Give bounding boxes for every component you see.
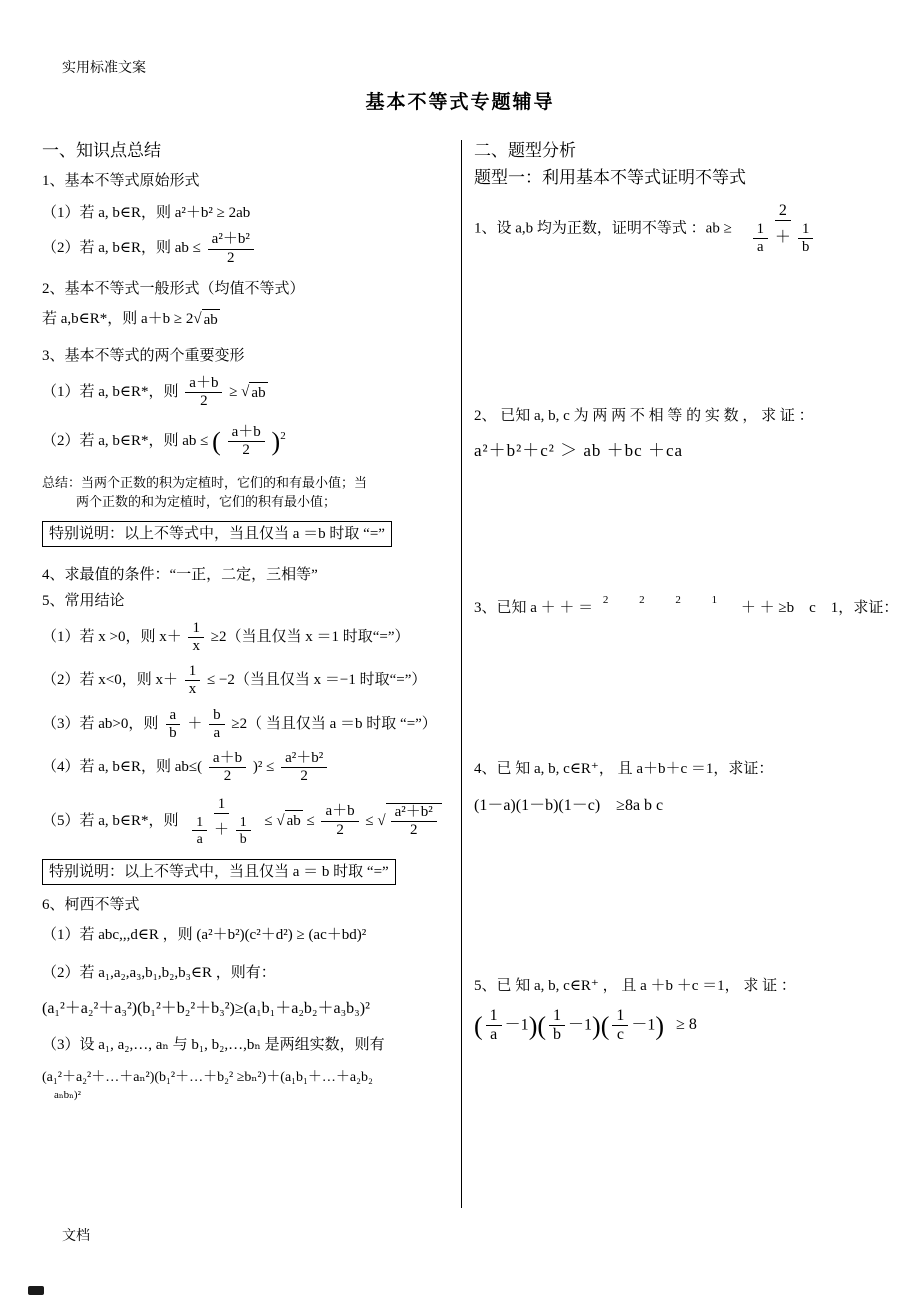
formula-pre: （1）若 a, b∈R*，则 xyxy=(42,383,179,400)
summary-line-1: 总结：当两个正数的积为定植时，它们的和有最小值；当 xyxy=(42,474,368,490)
formula-post: ≥2（ 当且仅当 a ＝b 时取 “=”） xyxy=(231,715,437,732)
fraction xyxy=(321,803,358,839)
frac-num: 1 xyxy=(214,796,230,814)
relation: ≥ 8 xyxy=(676,1016,697,1034)
right-column xyxy=(474,140,910,1044)
relation: ≥ √ xyxy=(229,383,250,400)
kp5-title: 5、常用结论 xyxy=(42,593,125,610)
kp6-item1: （1）若 abc,,,d∈R ，则 (a²＋b²)(c²＋d²) ≥ (ac＋bd)² xyxy=(42,927,367,943)
kp3-item1 xyxy=(42,375,454,411)
frac-num: a＋b xyxy=(228,424,265,442)
kp5-item1 xyxy=(42,620,454,656)
frac-den: 2 xyxy=(223,768,232,785)
fraction xyxy=(798,221,813,256)
frac-den: 2 xyxy=(242,442,250,459)
frac-den xyxy=(185,814,257,847)
left-paren: ( xyxy=(600,1010,610,1040)
fraction xyxy=(753,221,768,256)
footer-note: 文档 xyxy=(62,1229,90,1244)
problem-1 xyxy=(474,202,910,256)
topic-subheading: 题型一：利用基本不等式证明不等式 xyxy=(474,167,746,187)
frac-num: 1 xyxy=(236,814,251,831)
minus-one: －1 xyxy=(631,1016,656,1034)
frac-den: b xyxy=(169,724,177,741)
frac-den: c xyxy=(616,1026,624,1044)
kp6-item2-formula: (a₁²＋a₂²＋a₃²)(b₁²＋b₂²＋b₃²)≥(a₁b₁＋a₂b₂＋a₃b₃)² xyxy=(42,999,370,1017)
plus-sign: ＋ xyxy=(213,821,229,838)
fraction xyxy=(486,1007,502,1045)
frac-den: a xyxy=(490,1026,498,1044)
frac-den: a xyxy=(213,724,221,741)
kp5-item2 xyxy=(42,663,454,699)
big-fraction xyxy=(185,796,257,847)
problem-2: 2、 已知 a, b, c 为 两 两 不 相 等 的 实 数 ， 求 证 ： xyxy=(474,408,814,425)
frac-den: x xyxy=(192,637,200,654)
fraction xyxy=(188,620,204,656)
kp6-item3-formula-cont: aₙbₙ)² xyxy=(54,1089,81,1102)
plus-sign: ＋ xyxy=(774,229,791,247)
left-paren: ( xyxy=(537,1010,547,1040)
problem-5: 5、已 知 a, b, c∈R⁺ ， 且 a ＋b ＋c ＝1， 求 证 ： xyxy=(474,978,796,995)
special-note-box-1: 特别说明：以上不等式中，当且仅当 a ＝b 时取 “=” xyxy=(42,521,392,547)
frac-den: b xyxy=(239,830,247,846)
kp6-item3-formula: (a₁²＋a₂²＋…＋aₙ²)(b₁²＋…＋b₂² ≥bₙ²)＋(a₁b₁＋…＋a₂b₂ xyxy=(42,1070,373,1086)
frac-num: 1 xyxy=(798,221,813,239)
formula-pre: （3）若 ab>0，则 xyxy=(42,715,159,732)
formula-pre: （5）若 a, b∈R*，则 xyxy=(42,812,179,829)
left-heading: 一、知识点总结 xyxy=(42,141,161,160)
problem-4-formula: (1－a)(1－b)(1－c) ≥8a b c xyxy=(474,796,664,814)
problem-3 xyxy=(474,593,910,618)
formula-pre: 若 a,b∈R*，则 a＋b ≥ 2√ xyxy=(42,311,202,328)
fraction xyxy=(281,750,327,786)
frac-den: 2 xyxy=(409,822,418,839)
fraction xyxy=(236,814,251,847)
left-paren: ( xyxy=(212,427,221,457)
fraction xyxy=(185,663,201,699)
fraction xyxy=(192,814,207,847)
fraction xyxy=(209,707,225,743)
kp3-item2 xyxy=(42,424,454,460)
kp2-title: 2、基本不等式一般形式（均值不等式） xyxy=(42,280,305,297)
frac-den xyxy=(746,221,821,256)
fraction xyxy=(391,804,437,840)
column-divider xyxy=(461,140,462,1208)
frac-den: a xyxy=(196,830,203,846)
minus-one: －1 xyxy=(504,1016,529,1034)
frac-num: a＋b xyxy=(185,375,222,393)
right-paren: ) xyxy=(592,1010,601,1040)
frac-num: 1 xyxy=(188,620,204,638)
relation: )² ≤ xyxy=(252,759,275,776)
frac-num: 1 xyxy=(185,663,201,681)
frac-num: a²＋b² xyxy=(281,750,327,768)
summary-line-2: 两个正数的和为定植时，它们的积有最小值； xyxy=(76,494,337,510)
relation: ≤ √ xyxy=(264,812,285,829)
header-note: 实用标准文案 xyxy=(62,61,146,76)
relation: ≤ xyxy=(306,812,315,829)
right-paren: ) xyxy=(271,427,281,457)
frac-den: 2 xyxy=(300,768,308,785)
frac-den: b xyxy=(801,239,810,256)
kp4-title: 4、求最值的条件：“一正，二定，三相等” xyxy=(42,567,318,584)
formula-pre: （2）若 a, b∈R*，则 ab ≤ xyxy=(42,433,209,450)
left-column xyxy=(42,140,454,1103)
frac-num: a²＋b² xyxy=(208,231,254,249)
frac-num: b xyxy=(209,707,225,725)
formula-pre: （4）若 a, b∈R，则 ab≤( xyxy=(42,759,203,776)
frac-num: 1 xyxy=(753,221,768,239)
big-fraction xyxy=(746,202,821,256)
fraction xyxy=(612,1007,628,1045)
frac-num: 1 xyxy=(192,814,207,831)
frac-den: 2 xyxy=(200,392,208,409)
fraction xyxy=(209,750,246,786)
frac-num: 1 xyxy=(612,1007,628,1026)
radicand xyxy=(386,803,442,840)
frac-num: 1 xyxy=(486,1007,502,1026)
formula-post: ≤ −2（当且仅当 x ＝−1 时取“=”） xyxy=(206,672,427,689)
superscript: 2 xyxy=(280,430,286,443)
kp5-item5 xyxy=(42,796,454,847)
frac-num: a＋b xyxy=(209,750,246,768)
problem-text: 3、已知 a ＋ ＋ ＝ xyxy=(474,600,594,617)
frac-num: a²＋b² xyxy=(391,804,437,822)
fraction xyxy=(208,231,254,267)
superscript-row: 2 2 2 1 xyxy=(602,594,732,607)
fraction xyxy=(228,424,265,460)
kp1-item1: （1）若 a, b∈R，则 a²＋b² ≥ 2ab xyxy=(42,205,251,222)
frac-num: a＋b xyxy=(321,803,358,821)
kp6-item3: （3）设 a₁, a₂,…, aₙ 与 b₁, b₂,…,bₙ 是两组实数，则有 xyxy=(42,1037,385,1054)
radicand: ab xyxy=(285,810,303,831)
radicand: ab xyxy=(249,382,267,403)
special-note-box-2: 特别说明：以上不等式中，当且仅当 a ＝ b 时取 “=” xyxy=(42,859,396,885)
kp2-item xyxy=(42,309,454,330)
frac-num: 2 xyxy=(775,202,791,221)
kp1-title: 1、基本不等式原始形式 xyxy=(42,172,200,189)
radicand: ab xyxy=(202,309,220,330)
fraction xyxy=(165,707,181,743)
left-paren: ( xyxy=(474,1010,483,1040)
kp6-item2: （2）若 a₁,a₂,a₃,b₁,b₂,b₃∈R ，则有： xyxy=(42,965,276,982)
frac-den: 2 xyxy=(227,249,235,266)
frac-den: x xyxy=(188,681,197,698)
problem-text: ＋ ＋ ≥b c 1，求证： xyxy=(740,600,899,617)
kp3-title: 3、基本不等式的两个重要变形 xyxy=(42,348,245,365)
frac-den: 2 xyxy=(336,821,344,838)
scan-corner-mark xyxy=(28,1286,44,1295)
problem-5-formula xyxy=(474,1007,910,1045)
formula-pre: （2）若 a, b∈R，则 ab ≤ xyxy=(42,240,201,257)
kp1-item2 xyxy=(42,231,454,267)
fraction xyxy=(549,1007,565,1045)
formula-pre: （2）若 x<0，则 x＋ xyxy=(42,672,178,689)
frac-den: b xyxy=(553,1026,562,1044)
minus-one: －1 xyxy=(568,1016,593,1034)
kp5-item4 xyxy=(42,750,454,786)
problem-text: 1、设 a,b 均为正数，证明不等式 ：ab ≥ xyxy=(474,220,732,237)
kp5-item3 xyxy=(42,707,454,743)
page-title: 基本不等式专题辅导 xyxy=(365,92,555,113)
problem-4: 4、已 知 a, b, c∈R⁺， 且 a＋b＋c ＝1，求证： xyxy=(474,760,774,777)
frac-num: 1 xyxy=(549,1007,565,1026)
plus-sign: ＋ xyxy=(187,715,203,732)
relation: ≤ √ xyxy=(365,812,386,829)
fraction xyxy=(185,375,222,411)
formula-post: ≥2（当且仅当 x ＝1 时取“=”） xyxy=(210,628,410,645)
right-paren: ) xyxy=(655,1010,665,1040)
problem-2-formula: a²＋b²＋c² ＞ ab ＋bc ＋ca xyxy=(474,441,684,461)
kp6-title: 6、柯西不等式 xyxy=(42,896,140,913)
right-paren: ) xyxy=(528,1010,538,1040)
right-heading: 二、题型分析 xyxy=(474,141,576,160)
frac-num: a xyxy=(166,707,181,725)
formula-pre: （1）若 x >0，则 x＋ xyxy=(42,628,182,645)
frac-den: a xyxy=(756,239,764,256)
